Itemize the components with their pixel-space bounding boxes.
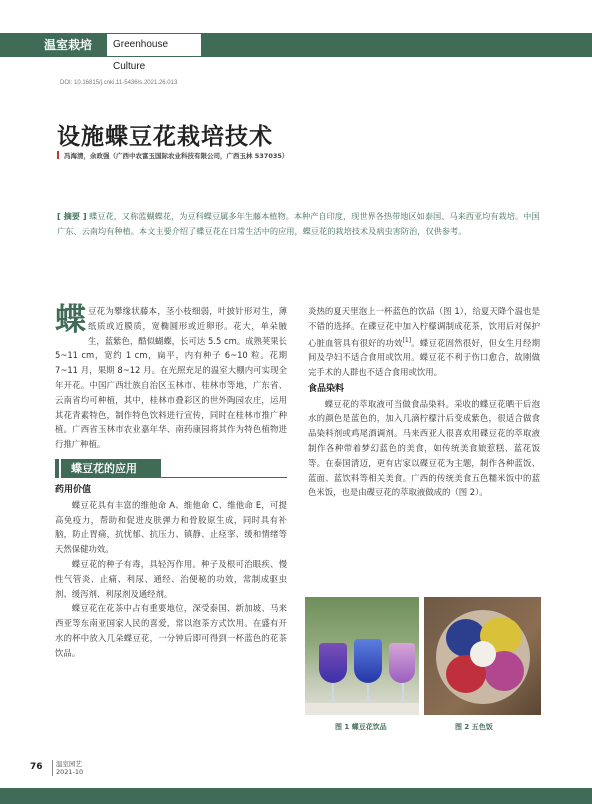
paragraph: 蝶豆花在花茶中占有重要地位，深受泰国、新加坡、马来西亚等东南亚国家人民的喜爱，常以泡茶方式饮用。在盛有开水的杯中放入几朵蝶豆花，一分钟后即可得到一杯蓝色的花茶饮品。: [55, 603, 287, 658]
glass-stem: [402, 683, 404, 705]
drop-cap: 蝶: [55, 302, 86, 338]
left-column: [55, 304, 287, 661]
journal-name: 温室园艺: [56, 760, 82, 768]
section-heading: [55, 459, 287, 478]
section-rule: [161, 477, 287, 478]
section-title: 蝶豆花的应用: [61, 459, 161, 478]
glass-stem: [367, 683, 369, 705]
author-marker-icon: [57, 151, 59, 159]
authors: [57, 151, 288, 160]
section-label-cn: 温室栽培: [0, 33, 106, 57]
subheading-medicinal: 药用价值: [55, 484, 92, 495]
article-title: 设施蝶豆花栽培技术: [57, 124, 273, 150]
paragraph: 蝶豆花的种子有毒，具轻泻作用。种子及根可治眼疾、慢性气管炎、止痛、利尿、通经、治便秘的功效，常制成驱虫剂、缓泻剂、利尿剂及通经剂。: [55, 558, 287, 599]
right-column: [308, 304, 540, 500]
figure-five-color-rice-image: [424, 597, 541, 715]
paragraph: [308, 304, 540, 380]
table-surface: [305, 703, 419, 715]
abstract: [57, 209, 541, 239]
section-accent: [55, 459, 59, 478]
figure1-caption: 图 1 蝶豆花饮品: [335, 723, 387, 731]
paragraph: 蝶豆花具有丰富的维他命 A、维他命 C、维他命 E，可提高免疫力，帮助和促进皮肤弹力和骨胶原生成，同时具有补脑，防止胃痛，抗忧郁、抗压力、镇静、止痉挛、缓和情绪等天然保健功效。: [55, 499, 287, 555]
footer-band: [0, 788, 592, 804]
section-label-en: Greenhouse Culture: [106, 33, 202, 57]
doi: DOI: 10.16815/j.cnki.11-5436/s.2021.26.013: [60, 80, 178, 86]
header-band: [0, 33, 592, 72]
intro-text: 豆花为攀缘状藤本，茎小枝细弱，叶披针形对生，薄纸质或近膜质，宽椭圆形或近卵形。花大，单朵腋生，蓝紫色，酷似蝴蝶，长可达 5.5 cm。成熟荚果长 5~11 cm，宽约 1 cm，扁平，内有种子 6~10 粒。花期 7~11 月，果期 8~12 月。在光照充足的温室大棚内可实现全年开花。中国广西壮族自治区玉林市、桂林市等地，广东省、云南省均可种植，其中，桂林市叠彩区的世外陶园农庄，运用其花青素特色，制作特色饮料进行宣传，同时在桂林市推广种植。广西省玉林市农业嘉年华、南药康园将其作为特色植物进行推广种植。: [55, 306, 287, 450]
glass-pink: [389, 643, 415, 683]
author-line: 冯海清，余政强（广西中农富玉国际农业科技有限公司，广西玉林 537035）: [64, 152, 289, 160]
glass-blue: [354, 639, 382, 683]
journal-issue: 2021-10: [56, 768, 84, 776]
abstract-text: 蝶豆花，又称蓝蝴蝶花，为豆科蝶豆属多年生藤本植物。本种产自印度，现世界各热带地区如泰国、马来西亚均有栽培。中国广东、云南均有种植。本文主要介绍了蝶豆花在日常生活中的应用，蝶豆花的栽培技术及病虫害防治，仅供参考。: [57, 211, 540, 236]
rice-white: [470, 641, 496, 667]
reference-mark: [1]: [402, 336, 412, 344]
paragraph: 蝶豆花的萃取液可当做食品染料。采收的蝶豆花晒干后泡水的颜色是蓝色的，加入几滴柠檬汁后变成紫色，很适合做食品染料剂或鸡尾酒调剂。马来西亚人很喜欢用碟豆花的萃取液制作各种带着梦幻蓝色的美食，如传统美食娘惹糕、蓝花饭等。在泰国清迈，更有店家以碟豆花为主题，制作各种蓝饭、蓝面、蓝饮料等相关美食。广西的传统美食五色糯米饭中的蓝色米饭，也是由碟豆花的萃取液做成的（图 2）。: [308, 398, 540, 498]
subheading-dye: 食品染料: [308, 383, 345, 394]
glass-purple: [319, 643, 347, 683]
header-rule: [202, 33, 592, 57]
intro-paragraph: [55, 304, 287, 452]
journal-info: [52, 760, 83, 776]
figure2-caption: 图 2 五色饭: [455, 723, 493, 731]
glass-stem: [332, 683, 334, 705]
abstract-label: [ 摘要 ]: [57, 211, 87, 221]
figure-drinks-image: [305, 597, 419, 715]
paragraph-text: 炎热的夏天里泡上一杯蓝色的饮品（图 1），给夏天降个温也是不错的选择。在碟豆花中加入柠檬调制成花茶，饮用后对保护心脏血管具有很好的功效: [308, 306, 540, 348]
page-number: 76: [30, 762, 43, 772]
paragraph-text: 。蝶豆花固然很好，但女生月经期间及孕妇不适合食用或饮用。蝶豆花不利于伤口愈合，故刚做完手术的人群也不适合食用或饮用。: [308, 337, 541, 377]
